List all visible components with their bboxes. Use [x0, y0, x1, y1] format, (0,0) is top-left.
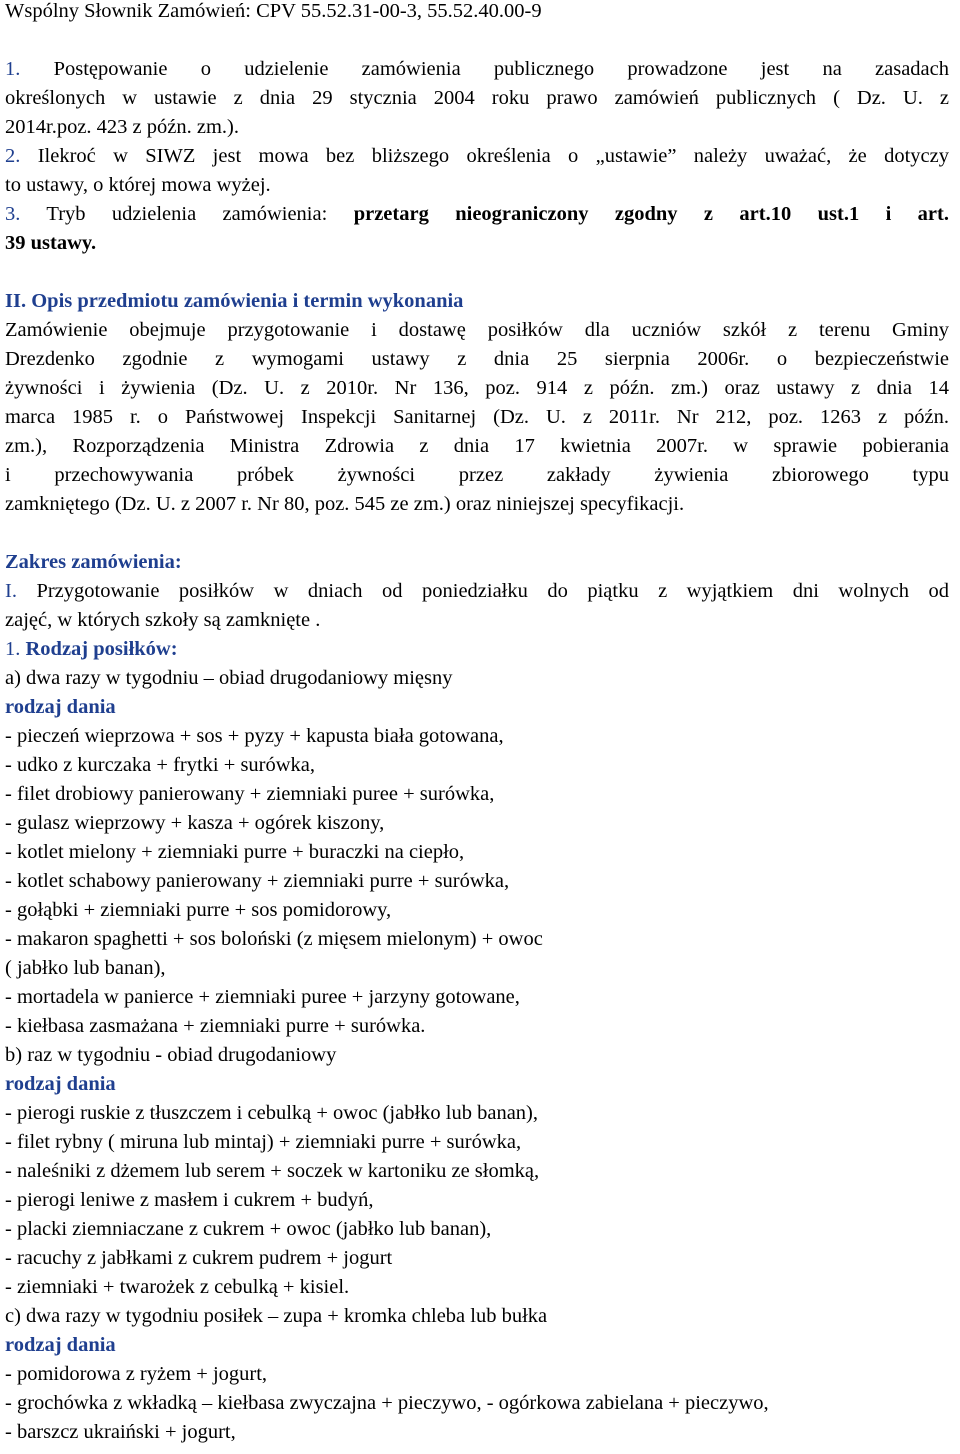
list-item: - filet drobiowy panierowany + ziemniaki puree + surówka,: [5, 783, 495, 805]
dish-type-heading: rodzaj dania: [5, 696, 116, 718]
list-item: - udko z kurczaka + frytki + surówka,: [5, 754, 316, 776]
list-intro: c) dwa razy w tygodniu posiłek – zupa + kromka chleba lub bułka: [5, 1305, 548, 1327]
list-item: - makaron spaghetti + sos boloński (z mięsem mielonym) + owoc: [5, 928, 543, 950]
list-item: - racuchy z jabłkami z cukrem pudrem + jogurt: [5, 1247, 393, 1269]
section-heading: II. Opis przedmiotu zamówienia i termin wykonania: [5, 290, 464, 312]
list-item: - naleśniki z dżemem lub serem + soczek w kartoniku ze słomką,: [5, 1160, 540, 1182]
list-item: - kotlet mielony + ziemniaki purre + buraczki na ciepło,: [5, 841, 465, 863]
paragraph-line: i przechowywania próbek żywności przez zakłady żywienia zbiorowego typu: [5, 464, 949, 486]
list-item: - pierogi ruskie z tłuszczem i cebulką + owoc (jabłko lub banan),: [5, 1102, 538, 1124]
list-item: - barszcz ukraiński + jogurt,: [5, 1421, 236, 1443]
dish-type-heading: rodzaj dania: [5, 1334, 116, 1356]
paragraph-line: 3. Tryb udzielenia zamówienia: przetarg nieograniczony zgodny z art.10 ust.1 i art.: [5, 203, 949, 225]
list-item: ( jabłko lub banan),: [5, 957, 166, 979]
paragraph-line: 39 ustawy.: [5, 232, 97, 254]
paragraph-line: Drezdenko zgodnie z wymogami ustawy z dnia 25 sierpnia 2006r. o bezpieczeństwie: [5, 348, 949, 370]
list-item: - kotlet schabowy panierowany + ziemniaki purre + surówka,: [5, 870, 510, 892]
paragraph-line: I. Przygotowanie posiłków w dniach od poniedziałku do piątku z wyjątkiem dni wolnych od: [5, 580, 949, 602]
section-heading: Zakres zamówienia:: [5, 551, 182, 573]
paragraph-line: Zamówienie obejmuje przygotowanie i dostawę posiłków dla uczniów szkół z terenu Gminy: [5, 319, 949, 341]
list-item: - filet rybny ( miruna lub mintaj) + ziemniaki purre + surówka,: [5, 1131, 522, 1153]
list-item: - grochówka z wkładką – kiełbasa zwyczajna + pieczywo, - ogórkowa zabielana + pieczywo,: [5, 1392, 769, 1414]
list-item: - ziemniaki + twarożek z cebulką + kisiel.: [5, 1276, 350, 1298]
subsection-heading: 1. Rodzaj posiłków:: [5, 638, 178, 660]
list-item: - gołąbki + ziemniaki purre + sos pomidorowy,: [5, 899, 392, 921]
paragraph-line: 2. Ilekroć w SIWZ jest mowa bez bliższego określenia o „ustawie” należy uważać, że dotyczy: [5, 145, 949, 167]
list-item: - mortadela w panierce + ziemniaki puree + jarzyny gotowane,: [5, 986, 520, 1008]
paragraph-line: to ustawy, o której mowa wyżej.: [5, 174, 271, 196]
list-item: - kiełbasa zasmażana + ziemniaki purre + surówka.: [5, 1015, 426, 1037]
dish-type-heading: rodzaj dania: [5, 1073, 116, 1095]
paragraph-line: 2014r.poz. 423 z późn. zm.).: [5, 116, 239, 138]
list-item: - gulasz wieprzowy + kasza + ogórek kiszony,: [5, 812, 385, 834]
list-intro: a) dwa razy w tygodniu – obiad drugodaniowy mięsny: [5, 667, 453, 689]
paragraph-line: zamkniętego (Dz. U. z 2007 r. Nr 80, poz. 545 ze zm.) oraz niniejszej specyfikacji.: [5, 493, 685, 515]
paragraph-line: określonych w ustawie z dnia 29 stycznia 2004 roku prawo zamówień publicznych ( Dz. U. z: [5, 87, 949, 109]
paragraph-line: zajęć, w których szkoły są zamknięte .: [5, 609, 321, 631]
cpv-line: Wspólny Słownik Zamówień: CPV 55.52.31-00-3, 55.52.40.00-9: [5, 0, 542, 22]
paragraph-line: marca 1985 r. o Państwowej Inspekcji Sanitarnej (Dz. U. z 2011r. Nr 212, poz. 1263 z późn.: [5, 406, 949, 428]
list-item: - placki ziemniaczane z cukrem + owoc (jabłko lub banan),: [5, 1218, 492, 1240]
list-item: - pomidorowa z ryżem + jogurt,: [5, 1363, 268, 1385]
paragraph-line: żywności i żywienia (Dz. U. z 2010r. Nr 136, poz. 914 z późn. zm.) oraz ustawy z dnia 14: [5, 377, 949, 399]
paragraph-line: zm.), Rozporządzenia Ministra Zdrowia z dnia 17 kwietnia 2007r. w sprawie pobierania: [5, 435, 949, 457]
list-item: - pierogi leniwe z masłem i cukrem + budyń,: [5, 1189, 374, 1211]
list-intro: b) raz w tygodniu - obiad drugodaniowy: [5, 1044, 337, 1066]
list-item: - pieczeń wieprzowa + sos + pyzy + kapusta biała gotowana,: [5, 725, 504, 747]
paragraph-line: 1. Postępowanie o udzielenie zamówienia publicznego prowadzone jest na zasadach: [5, 58, 949, 80]
